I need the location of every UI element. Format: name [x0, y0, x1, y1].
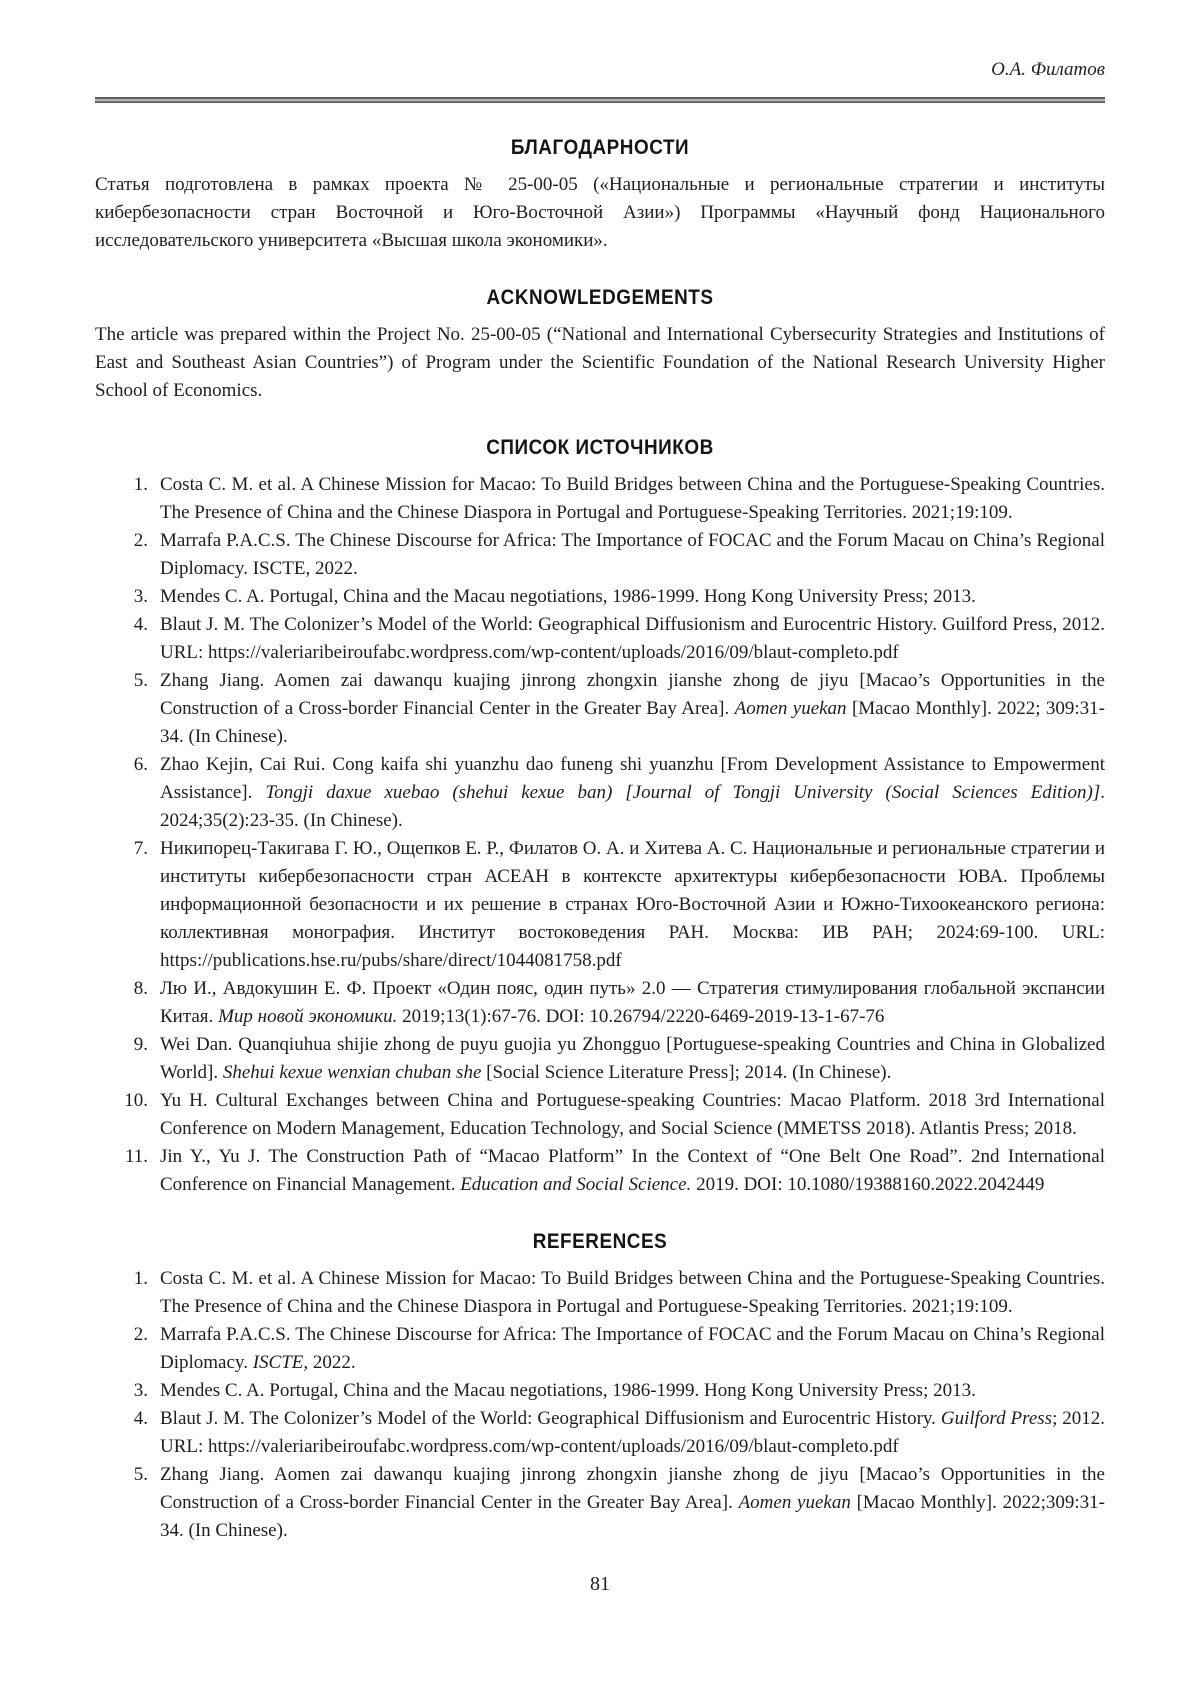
reference-text: Blaut J. M. The Colonizer’s Model of the World: Geographical Diffusionism and Eurocentric History. Guilford Press; 2012. URL: https://valeriaribeiroufabc.wordpress.com/wp-content/uploads/2016/09/blaut-completo.pdf: [160, 1408, 1106, 1457]
reference-text: Zhang Jiang. Aomen zai dawanqu kuajing jinrong zhongxin jianshe zhong de jiyu [Macao’s Opportunities in the Construction of a Cross-border Financial Center in the Greater Bay Area]. Aomen yuekan [Macao Monthly]. 2022; 309:31-34. (In Chinese).: [160, 670, 1106, 747]
reference-item: [95, 1087, 1105, 1143]
reference-item: [95, 1461, 1105, 1545]
reference-item: [95, 751, 1105, 835]
reference-text: Лю И., Авдокушин Е. Ф. Проект «Один пояс, один путь» 2.0 — Стратегия стимулирования глобальной экспансии Китая. Мир новой экономики. 2019;13(1):67-76. DOI: 10.26794/2220-6469-2019-13-1-67-76: [160, 978, 1105, 1027]
reference-number: 2.: [133, 1324, 148, 1345]
reference-text: Mendes C. A. Portugal, China and the Macau negotiations, 1986-1999. Hong Kong University Press; 2013.: [160, 586, 976, 607]
reference-item: [95, 471, 1105, 527]
reference-item: [95, 835, 1105, 975]
section-title-sources: СПИСОК ИСТОЧНИКОВ: [486, 436, 714, 459]
reference-item: [95, 667, 1105, 751]
reference-number: 11.: [124, 1146, 148, 1167]
reference-number: 6.: [133, 754, 148, 775]
acknowledgements-en-text: The article was prepared within the Project No. 25-00-05 (“National and International Cybersecurity Strategies and Institutions of East and Southeast Asian Countries”) of Program under the Scientific Foundation of the National Research University Higher School of Economics.: [95, 324, 1105, 401]
section-title-acknowledgements-en: ACKNOWLEDGEMENTS: [486, 286, 714, 309]
reference-text: Никипорец-Такигава Г. Ю., Ощепков Е. Р., Филатов О. А. и Хитева А. С. Национальные и региональные стратегии и институты кибербезопасности стран АСЕАН в контексте архитектуры кибербезопасности ЮВА. Проблемы информационной безопасности и их решение в странах Юго-Восточной Азии и Южно-Тихоокеанского региона: коллективная монография. Институт востоковедения РАН. Москва: ИВ РАН; 2024:69-100. URL: https://publications.hse.ru/pubs/share/direct/1044081758.pdf: [160, 838, 1105, 971]
reference-text: Zhang Jiang. Aomen zai dawanqu kuajing jinrong zhongxin jianshe zhong de jiyu [Macao’s Opportunities in the Construction of a Cross-border Financial Center in the Greater Bay Area]. Aomen yuekan [Macao Monthly]. 2022;309:31-34. (In Chinese).: [160, 1464, 1105, 1541]
reference-number: 10.: [124, 1090, 148, 1111]
section-title-acknowledgements-ru: БЛАГОДАРНОСТИ: [510, 136, 690, 159]
section-title-references: REFERENCES: [532, 1230, 668, 1253]
reference-text: Marrafa P.A.C.S. The Chinese Discourse for Africa: The Importance of FOCAC and the Forum Macau on China’s Regional Diplomacy. ISCTE, 2022.: [160, 1324, 1105, 1373]
running-head-author: О.А. Филатов: [991, 59, 1105, 80]
reference-item: [95, 583, 1105, 611]
reference-number: 1.: [133, 474, 148, 495]
reference-item: [95, 1405, 1105, 1461]
reference-item: [95, 975, 1105, 1031]
reference-text: Mendes C. A. Portugal, China and the Macau negotiations, 1986-1999. Hong Kong University Press; 2013.: [160, 1380, 976, 1401]
acknowledgements-ru-text: Статья подготовлена в рамках проекта № 25-00-05 («Национальные и региональные стратегии и институты кибербезопасности стран Восточной и Юго-Восточной Азии») Программы «Научный фонд Национального исследовательского университета «Высшая школа экономики».: [95, 174, 1105, 251]
reference-text: Zhao Kejin, Cai Rui. Cong kaifa shi yuanzhu dao funeng shi yuanzhu [From Development Assistance to Empowerment Assistance]. Tongji daxue xuebao (shehui kexue ban) [Journal of Tongji University (Social Sciences Edition)]. 2024;35(2):23-35. (In Chinese).: [160, 754, 1105, 831]
reference-number: 7.: [133, 838, 148, 859]
reference-text: Marrafa P.A.C.S. The Chinese Discourse for Africa: The Importance of FOCAC and the Forum Macau on China’s Regional Diplomacy. ISCTE, 2022.: [160, 530, 1105, 579]
reference-item: [95, 527, 1105, 583]
reference-item: [95, 1031, 1105, 1087]
page-number: 81: [590, 1573, 610, 1595]
reference-number: 2.: [133, 530, 148, 551]
sources-list: [95, 471, 1105, 1199]
reference-text: Yu H. Cultural Exchanges between China and Portuguese-speaking Countries: Macao Platform. 2018 3rd International Conference on Modern Management, Education Technology, and Social Science (MMETSS 2018). Atlantis Press; 2018.: [160, 1090, 1105, 1139]
reference-item: [95, 1377, 1105, 1405]
reference-item: [95, 611, 1105, 667]
reference-item: [95, 1265, 1105, 1321]
reference-number: 5.: [133, 670, 148, 691]
reference-number: 4.: [133, 614, 148, 635]
references-list: [95, 1265, 1105, 1545]
reference-number: 3.: [133, 586, 148, 607]
reference-number: 8.: [133, 978, 148, 999]
reference-text: Wei Dan. Quanqiuhua shijie zhong de puyu guojia yu Zhongguo [Portuguese-speaking Countries and China in Globalized World]. Shehui kexue wenxian chuban she [Social Science Literature Press]; 2014. (In Chinese).: [160, 1034, 1105, 1083]
reference-number: 3.: [133, 1380, 148, 1401]
header-double-rule: [95, 97, 1105, 103]
reference-text: Blaut J. M. The Colonizer’s Model of the World: Geographical Diffusionism and Eurocentric History. Guilford Press, 2012. URL: https://valeriaribeiroufabc.wordpress.com/wp-content/uploads/2016/09/blaut-completo.pdf: [160, 614, 1105, 663]
reference-number: 1.: [133, 1268, 148, 1289]
reference-number: 5.: [133, 1464, 148, 1485]
reference-item: [95, 1321, 1105, 1377]
reference-text: Jin Y., Yu J. The Construction Path of “Macao Platform” In the Context of “One Belt One Road”. 2nd International Conference on Financial Management. Education and Social Science. 2019. DOI: 10.1080/19388160.2022.2042449: [160, 1146, 1105, 1195]
reference-number: 4.: [133, 1408, 148, 1429]
reference-item: [95, 1143, 1105, 1199]
reference-text: Costa C. M. et al. A Chinese Mission for Macao: To Build Bridges between China and the Portuguese-Speaking Countries. The Presence of China and the Chinese Diaspora in Portugal and Portuguese-Speaking Territories. 2021;19:109.: [160, 1268, 1105, 1317]
reference-text: Costa C. M. et al. A Chinese Mission for Macao: To Build Bridges between China and the Portuguese-Speaking Countries. The Presence of China and the Chinese Diaspora in Portugal and Portuguese-Speaking Territories. 2021;19:109.: [160, 474, 1105, 523]
reference-number: 9.: [133, 1034, 148, 1055]
